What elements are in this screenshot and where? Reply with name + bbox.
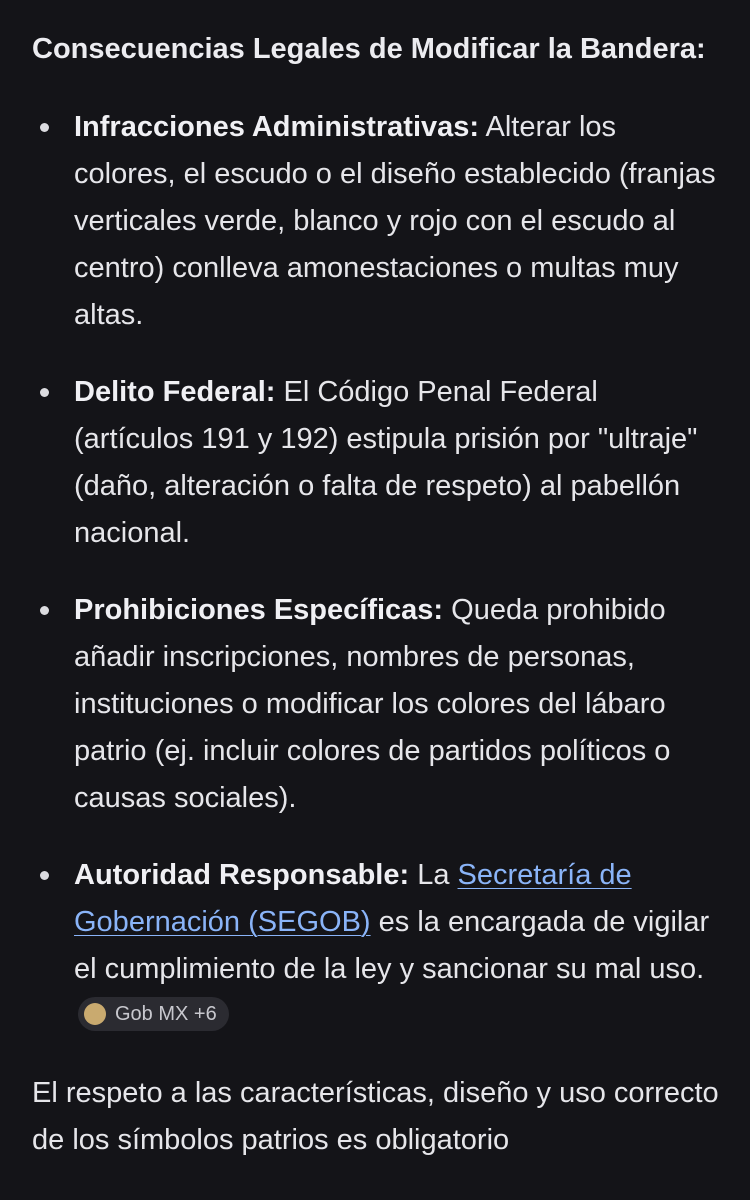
bullet-icon — [40, 871, 49, 880]
source-favicon-icon — [84, 1003, 106, 1025]
bullet-icon — [40, 123, 49, 132]
item-text: Queda prohibido añadir inscripciones, nombres de personas, instituciones o modificar los colores del lábaro patrio (ej. incluir colores de partidos políticos o causas sociales). — [74, 594, 671, 814]
segob-link[interactable]: Secretaría de Gobernación (SEGOB) — [74, 859, 632, 938]
list-item — [32, 852, 722, 1040]
item-term: Delito Federal: — [74, 376, 276, 408]
source-chip[interactable] — [78, 997, 229, 1031]
item-text-before: La — [409, 859, 458, 891]
closing-paragraph: El respeto a las características, diseño y uso correcto de los símbolos patrios es obligatorio — [32, 1077, 719, 1156]
item-text: Alterar los colores, el escudo o el diseño establecido (franjas verticales verde, blanco y rojo con el escudo al centro) conlleva amonestaciones o multas muy altas. — [74, 111, 716, 331]
list-item — [32, 104, 722, 339]
bullet-icon — [40, 606, 49, 615]
bullet-icon — [40, 388, 49, 397]
list-item — [32, 369, 722, 557]
source-chip-label: Gob MX +6 — [115, 1003, 217, 1026]
item-term: Infracciones Administrativas: — [74, 111, 480, 143]
item-text-after: es la encargada de vigilar el cumplimiento de la ley y sancionar su mal uso. — [74, 906, 710, 985]
item-term: Prohibiciones Específicas: — [74, 594, 444, 626]
item-text: El Código Penal Federal (artículos 191 y 192) estipula prisión por "ultraje" (daño, alteración o falta de respeto) al pabellón nacional. — [74, 376, 698, 549]
section-heading: Consecuencias Legales de Modificar la Bandera: — [32, 33, 706, 65]
item-term: Autoridad Responsable: — [74, 859, 410, 891]
response-content — [32, 26, 722, 1164]
list-item — [32, 587, 722, 822]
consequences-list — [32, 104, 722, 1040]
